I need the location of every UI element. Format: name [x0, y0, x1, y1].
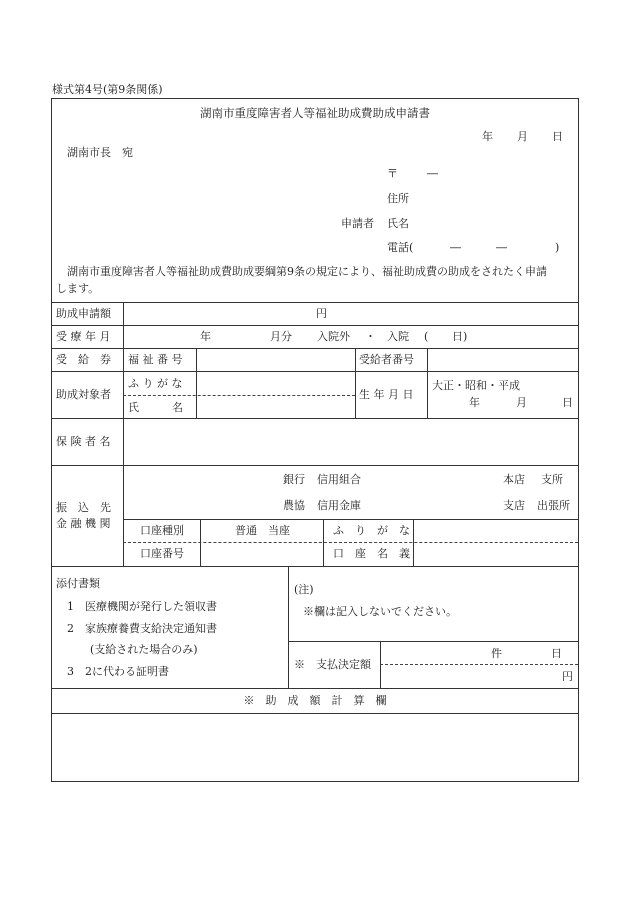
bank-type-credit-union: 信用組合 — [317, 473, 361, 486]
date-month: 月 — [517, 130, 528, 143]
statement-line-1: 湖南市重度障害者人等福祉助成費助成要綱第9条の規定により、福祉助成費の助成をされたく申請 — [67, 265, 547, 278]
treatment-label: 受 療 年 月 — [56, 330, 111, 343]
phone-dash-2: ― — [496, 241, 507, 254]
date-year: 年 — [482, 130, 493, 143]
attachment-item-3: 3 2に代わる証明書 — [67, 665, 169, 678]
treatment-days-open: ( — [424, 330, 429, 343]
cert-label: 受 給 券 — [56, 353, 111, 366]
treatment-dot: ・ — [365, 330, 376, 343]
calc-title: ※ 助 成 額 計 算 欄 — [243, 694, 387, 707]
attachment-item-1: 1 医療機関が発行した領収書 — [67, 600, 217, 613]
decision-count-unit: 件 — [491, 647, 502, 660]
treatment-month: 月分 — [270, 330, 292, 343]
form-number: 様式第4号(第9条関係) — [52, 83, 163, 96]
notes-text: ※欄は記入しないでください。 — [303, 605, 457, 618]
statement-line-2: します。 — [56, 282, 100, 295]
account-holder-label: 口 座 名 義 — [333, 547, 410, 560]
treatment-outpatient: 入院外 — [317, 330, 350, 343]
document-title: 湖南市重度障害者人等福祉助成費助成申請書 — [200, 106, 430, 120]
recipient-no-label: 受給者番号 — [359, 353, 414, 366]
attachment-item-2-note: (支給された場合のみ) — [90, 643, 198, 656]
furigana-label: ふ り が な — [128, 377, 183, 390]
address-label: 住所 — [387, 192, 409, 205]
amount-label: 助成申請額 — [56, 307, 111, 320]
date-day: 日 — [552, 130, 563, 143]
attachments-title: 添付書類 — [56, 577, 100, 590]
welfare-no-label: 福 祉 番 号 — [128, 353, 183, 366]
notes-title: (注) — [294, 583, 314, 596]
birth-year: 年 — [469, 396, 480, 409]
postal-dash: ― — [427, 167, 438, 180]
bank-type-bank: 銀行 — [283, 473, 305, 486]
subject-label: 助成対象者 — [56, 388, 111, 401]
branch-office: 支所 — [541, 473, 563, 486]
bank-label-1: 振 込 先 — [56, 501, 111, 514]
treatment-year: 年 — [200, 330, 211, 343]
applicant-name-label: 氏名 — [387, 217, 409, 230]
insurer-label: 保 険 者 名 — [56, 435, 111, 448]
postal-mark: 〒 — [387, 167, 398, 180]
amount-unit: 円 — [316, 307, 327, 320]
account-no-label: 口座番号 — [140, 547, 184, 560]
treatment-days: 日) — [452, 330, 468, 343]
decision-label: ※ 支払決定額 — [294, 658, 371, 671]
birth-label: 生 年 月 日 — [359, 388, 414, 401]
addressee: 湖南市長 宛 — [67, 146, 133, 159]
subject-name-label: 氏 名 — [128, 401, 183, 414]
phone-close: ) — [555, 241, 560, 254]
phone-label: 電話( — [387, 241, 414, 254]
branch-store: 支店 — [503, 499, 525, 512]
bank-label-2: 金 融 機 関 — [56, 517, 111, 530]
account-furigana-label: ふ り が な — [333, 524, 410, 537]
era-label: 大正・昭和・平成 — [432, 379, 520, 392]
birth-month: 月 — [516, 396, 527, 409]
decision-day-unit: 日 — [551, 647, 562, 660]
bank-type-credit-bank: 信用金庫 — [317, 499, 361, 512]
applicant-label: 申請者 — [341, 217, 374, 230]
decision-yen-unit: 円 — [562, 670, 573, 683]
account-type-options: 普通 当座 — [235, 524, 290, 537]
attachment-item-2: 2 家族療養費支給決定通知書 — [67, 622, 217, 635]
birth-day: 日 — [562, 396, 573, 409]
account-type-label: 口座種別 — [140, 524, 184, 537]
bank-type-agri: 農協 — [283, 499, 305, 512]
branch-head: 本店 — [503, 473, 525, 486]
branch-sub: 出張所 — [537, 499, 570, 512]
treatment-inpatient: 入院 — [387, 330, 409, 343]
phone-dash-1: ― — [450, 241, 461, 254]
